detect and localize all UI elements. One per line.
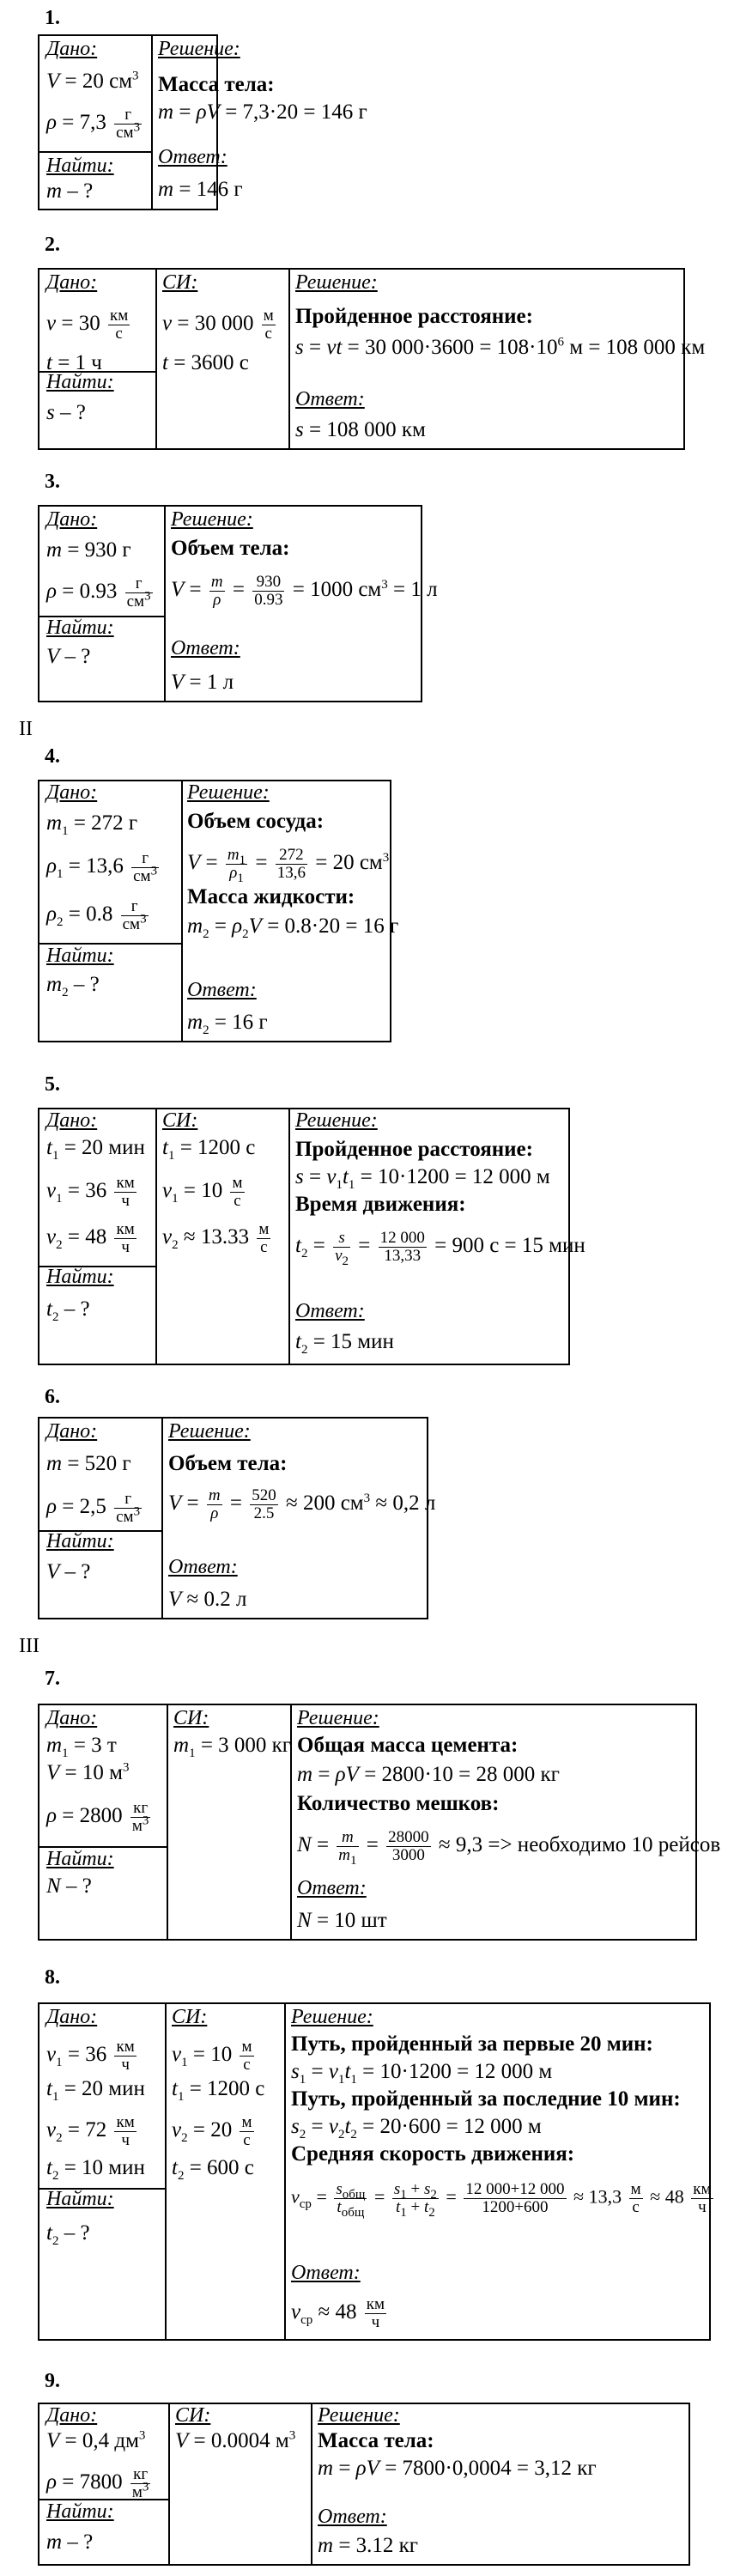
- answer-label: Ответ:: [291, 2262, 361, 2284]
- answer-value: s = 108 000 км: [295, 418, 426, 441]
- mass-formula: m = ρV = 7800·0,0004 = 3,12 кг: [318, 2457, 597, 2480]
- volume-formula: V = $\frac{m_1}{\rho_1}$ = $\frac{272}{13,6}$ = 20 $см^3$: [187, 846, 390, 885]
- si-speed-1: $v_1 = 10$ м с: [172, 2038, 252, 2074]
- si-label: СИ:: [172, 2006, 208, 2028]
- given-mass: $m_1 = 272$ г: [46, 811, 138, 838]
- si-label: СИ:: [173, 1707, 209, 1729]
- find-label: Найти:: [46, 1530, 114, 1552]
- path2-title: Путь, пройденный за последние 10 мин:: [291, 2087, 681, 2111]
- mass-formula: m = ρV = 7,3·20 = 146 г: [158, 100, 367, 124]
- time-title: Время движения:: [295, 1193, 466, 1216]
- solution-label: Решение:: [318, 2404, 400, 2427]
- problem-7-number: 7.: [45, 1668, 60, 1690]
- given-label: Дано:: [46, 2404, 98, 2427]
- given-time: $t_1 = 20$ мин: [46, 1136, 145, 1163]
- problem-5-table: [38, 1108, 585, 1365]
- problem-7-table: [38, 1704, 721, 1941]
- speed-formula: $v_{ср}$ = $s_{общ}$ $t_{общ}$ = $\frac{s_1 + s_2}{t_1 + t_2}$ = $\frac{12 000+12 000}{1200+600}$ ≈ 13,3 м с ≈ 48 км ч: [291, 2180, 712, 2220]
- problem-1-number: 1.: [45, 7, 60, 29]
- solution-label: Решение:: [168, 1420, 251, 1443]
- find-label: Найти:: [46, 2500, 114, 2523]
- distance-formula: s = vt = 30 $000\cdot 3600 = 108\cdot 10^6$ м = 108 000 км: [295, 335, 706, 359]
- mass-formula: m = ρV = 2800·10 = 28 000 кг: [297, 1763, 560, 1786]
- given-speed-1: $v_1 = 36$ км ч: [46, 1174, 135, 1210]
- given-label: Дано:: [46, 508, 98, 531]
- path2-formula: $s_2 = v_2t_2 = 20\cdot 600 = 12$ 000 м: [291, 2115, 542, 2142]
- answer-label: Ответ:: [297, 1877, 367, 1899]
- find-time: $t_2$ – ?: [46, 1297, 90, 1324]
- given-speed: v = 30 км с: [46, 307, 129, 343]
- volume-formula: V = $\frac{m}{\rho}$ = $\frac{520}{2.5}$ ≈ 200 $см^3 \approx 0,2$ л: [168, 1486, 436, 1522]
- answer-label: Ответ:: [318, 2506, 387, 2528]
- si-time: $t_1 = 1200$ с: [162, 1136, 256, 1163]
- find-mass: m – ?: [46, 179, 94, 203]
- problem-1-table: [38, 34, 367, 210]
- given-mass: m = 520 г: [46, 1452, 131, 1475]
- answer-value: V = 1 л: [171, 671, 234, 694]
- si-mass: $m_1 = 3$ 000 кг: [173, 1734, 292, 1760]
- find-label: Найти:: [46, 2188, 114, 2210]
- answer-value: m = 3.12 кг: [318, 2534, 419, 2557]
- time-formula: $t_2$ = $\frac{s}{v_2}$ = $\frac{12 000}{13,33}$ = 900 с = 15 мин: [295, 1229, 585, 1268]
- find-count: N – ?: [46, 1874, 92, 1898]
- given-label: Дано:: [46, 38, 98, 60]
- problem-8-number: 8.: [45, 1966, 60, 1989]
- section-2-label: II: [19, 718, 33, 740]
- given-volume: V = 10 $м^3$: [46, 1760, 130, 1784]
- volume-title: Объем тела:: [168, 1452, 288, 1475]
- solution-label: Решение:: [297, 1707, 379, 1729]
- given-time-2: $t_2 = 10$ мин: [46, 2156, 145, 2183]
- mass-title: Масса тела:: [318, 2429, 434, 2452]
- problem-4-number: 4.: [45, 745, 60, 768]
- si-time-2: $t_2 = 600$ с: [172, 2156, 254, 2183]
- answer-label: Ответ:: [295, 1300, 365, 1322]
- find-volume: V – ?: [46, 645, 91, 668]
- given-mass: $m_1 = 3$ т: [46, 1734, 117, 1760]
- problem-2-number: 2.: [45, 234, 60, 256]
- volume-title: Объем сосуда:: [187, 810, 325, 833]
- volume-title: Объем тела:: [171, 537, 290, 560]
- count-title: Количество мешков:: [297, 1792, 500, 1815]
- problem-8-table: [38, 2002, 711, 2341]
- find-label: Найти:: [46, 155, 114, 177]
- answer-value: $v_{ср} \approx 48$ км ч: [291, 2295, 385, 2331]
- si-speed-2: $v_2 = 20$ м с: [172, 2113, 252, 2149]
- si-label: СИ:: [162, 1109, 198, 1132]
- given-label: Дано:: [46, 271, 98, 294]
- problem-3-number: 3.: [45, 471, 60, 493]
- given-density: ρ = 2800 кг $м^3$: [46, 1799, 149, 1835]
- distance-title: Пройденное расстояние:: [295, 1138, 533, 1161]
- given-label: Дано:: [46, 1707, 98, 1729]
- find-mass: m – ?: [46, 2530, 94, 2554]
- si-speed-2: $v_2 \approx 13.33$ м с: [162, 1220, 270, 1256]
- given-density: ρ = 0.93 г $см^3$: [46, 574, 151, 611]
- given-volume: V = 0,4 $дм^3$: [46, 2428, 146, 2452]
- given-label: Дано:: [46, 1420, 98, 1443]
- given-density-1: $\rho_1 = 13,6$ г $см^3$: [46, 849, 158, 885]
- find-mass: $m_2$ – ?: [46, 973, 100, 999]
- find-label: Найти:: [46, 945, 114, 967]
- answer-label: Ответ:: [295, 388, 365, 410]
- given-mass: m = 930 г: [46, 538, 131, 562]
- volume-formula: V = $\frac{m}{\rho}$ = $\frac{930}{0.93}$ = 1000 $см^3 = 1$ л: [171, 573, 438, 609]
- mass-title: Общая масса цемента:: [297, 1734, 519, 1757]
- si-speed: v = 30 000 м с: [162, 307, 274, 343]
- problem-9-number: 9.: [45, 2370, 60, 2392]
- find-volume: V – ?: [46, 1560, 91, 1583]
- solution-label: Решение:: [295, 1109, 378, 1132]
- distance-title: Пройденное расстояние:: [295, 305, 533, 328]
- solution-label: Решение:: [295, 271, 378, 294]
- given-volume: V = 20 $см^3$: [46, 69, 139, 93]
- given-label: Дано:: [46, 2006, 98, 2028]
- solution-label: Решение:: [171, 508, 253, 531]
- section-3-label: III: [19, 1635, 39, 1657]
- problem-6-table: [38, 1417, 436, 1619]
- problem-2-table: [38, 268, 706, 450]
- answer-value: N = 10 шт: [297, 1909, 387, 1932]
- given-label: Дано:: [46, 1109, 98, 1132]
- answer-label: Ответ:: [171, 637, 240, 659]
- si-volume: V = 0.0004 $м^3$: [175, 2428, 296, 2452]
- si-time-1: $t_1 = 1200$ с: [172, 2077, 265, 2104]
- find-distance: s – ?: [46, 401, 86, 424]
- find-time: $t_2$ – ?: [46, 2221, 90, 2248]
- problem-4-table: [38, 780, 399, 1042]
- problem-3-table: [38, 505, 438, 702]
- given-density: ρ = 7800 кг $м^3$: [46, 2465, 149, 2501]
- answer-label: Ответ:: [168, 1556, 238, 1578]
- find-label: Найти:: [46, 617, 114, 639]
- path1-formula: $s_1 = v_1t_1 = 10\cdot 1200 = 12$ 000 м: [291, 2060, 553, 2087]
- speed-title: Средняя скорость движения:: [291, 2142, 575, 2166]
- given-density-2: $\rho_2 = 0.8$ г $см^3$: [46, 897, 147, 933]
- problem-5-number: 5.: [45, 1073, 60, 1096]
- mass-title: Масса жидкости:: [187, 885, 355, 908]
- answer-value: V ≈ 0.2 л: [168, 1588, 247, 1611]
- answer-label: Ответ:: [187, 979, 257, 1001]
- distance-formula: $s = v_1t_1 = 10\cdot 1200 = 12$ 000 м: [295, 1165, 550, 1192]
- given-density: ρ = 2,5 г $см^3$: [46, 1490, 141, 1526]
- problem-9-table: [38, 2403, 690, 2566]
- answer-value: $m_2 = 16$ г: [187, 1011, 268, 1037]
- given-time: t = 1 ч: [46, 351, 102, 374]
- solution-label: Решение:: [187, 781, 270, 804]
- given-speed-1: $v_1 = 36$ км ч: [46, 2038, 135, 2074]
- problem-6-number: 6.: [45, 1386, 60, 1408]
- count-formula: N = $\frac{m}{m_1}$ = $\frac{28000}{3000}$ ≈ 9,3 => необходимо 10 рейсов: [297, 1828, 721, 1868]
- path1-title: Путь, пройденный за первые 20 мин:: [291, 2032, 653, 2056]
- find-label: Найти:: [46, 1266, 114, 1288]
- mass-formula: $m_2 = \rho_2V = 0.8\cdot 20 = 16$ г: [187, 914, 399, 941]
- si-time: t = 3600 с: [162, 351, 249, 374]
- answer-label: Ответ:: [158, 146, 227, 168]
- find-label: Найти:: [46, 371, 114, 393]
- answer-value: $t_2 = 15$ мин: [295, 1330, 394, 1357]
- given-time-1: $t_1 = 20$ мин: [46, 2077, 145, 2104]
- answer-value: m = 146 г: [158, 178, 243, 201]
- si-speed-1: $v_1 = 10$ м с: [162, 1174, 243, 1210]
- given-speed-2: $v_2 = 48$ км ч: [46, 1220, 135, 1256]
- given-label: Дано:: [46, 781, 98, 804]
- find-label: Найти:: [46, 1848, 114, 1870]
- si-label: СИ:: [162, 271, 198, 294]
- solution-label: Решение:: [158, 38, 240, 60]
- mass-title: Масса тела:: [158, 73, 275, 96]
- solution-label: Решение:: [291, 2006, 373, 2028]
- given-speed-2: $v_2 = 72$ км ч: [46, 2113, 135, 2149]
- given-density: ρ = 7,3 г $см^3$: [46, 106, 141, 142]
- si-label: СИ:: [175, 2404, 211, 2427]
